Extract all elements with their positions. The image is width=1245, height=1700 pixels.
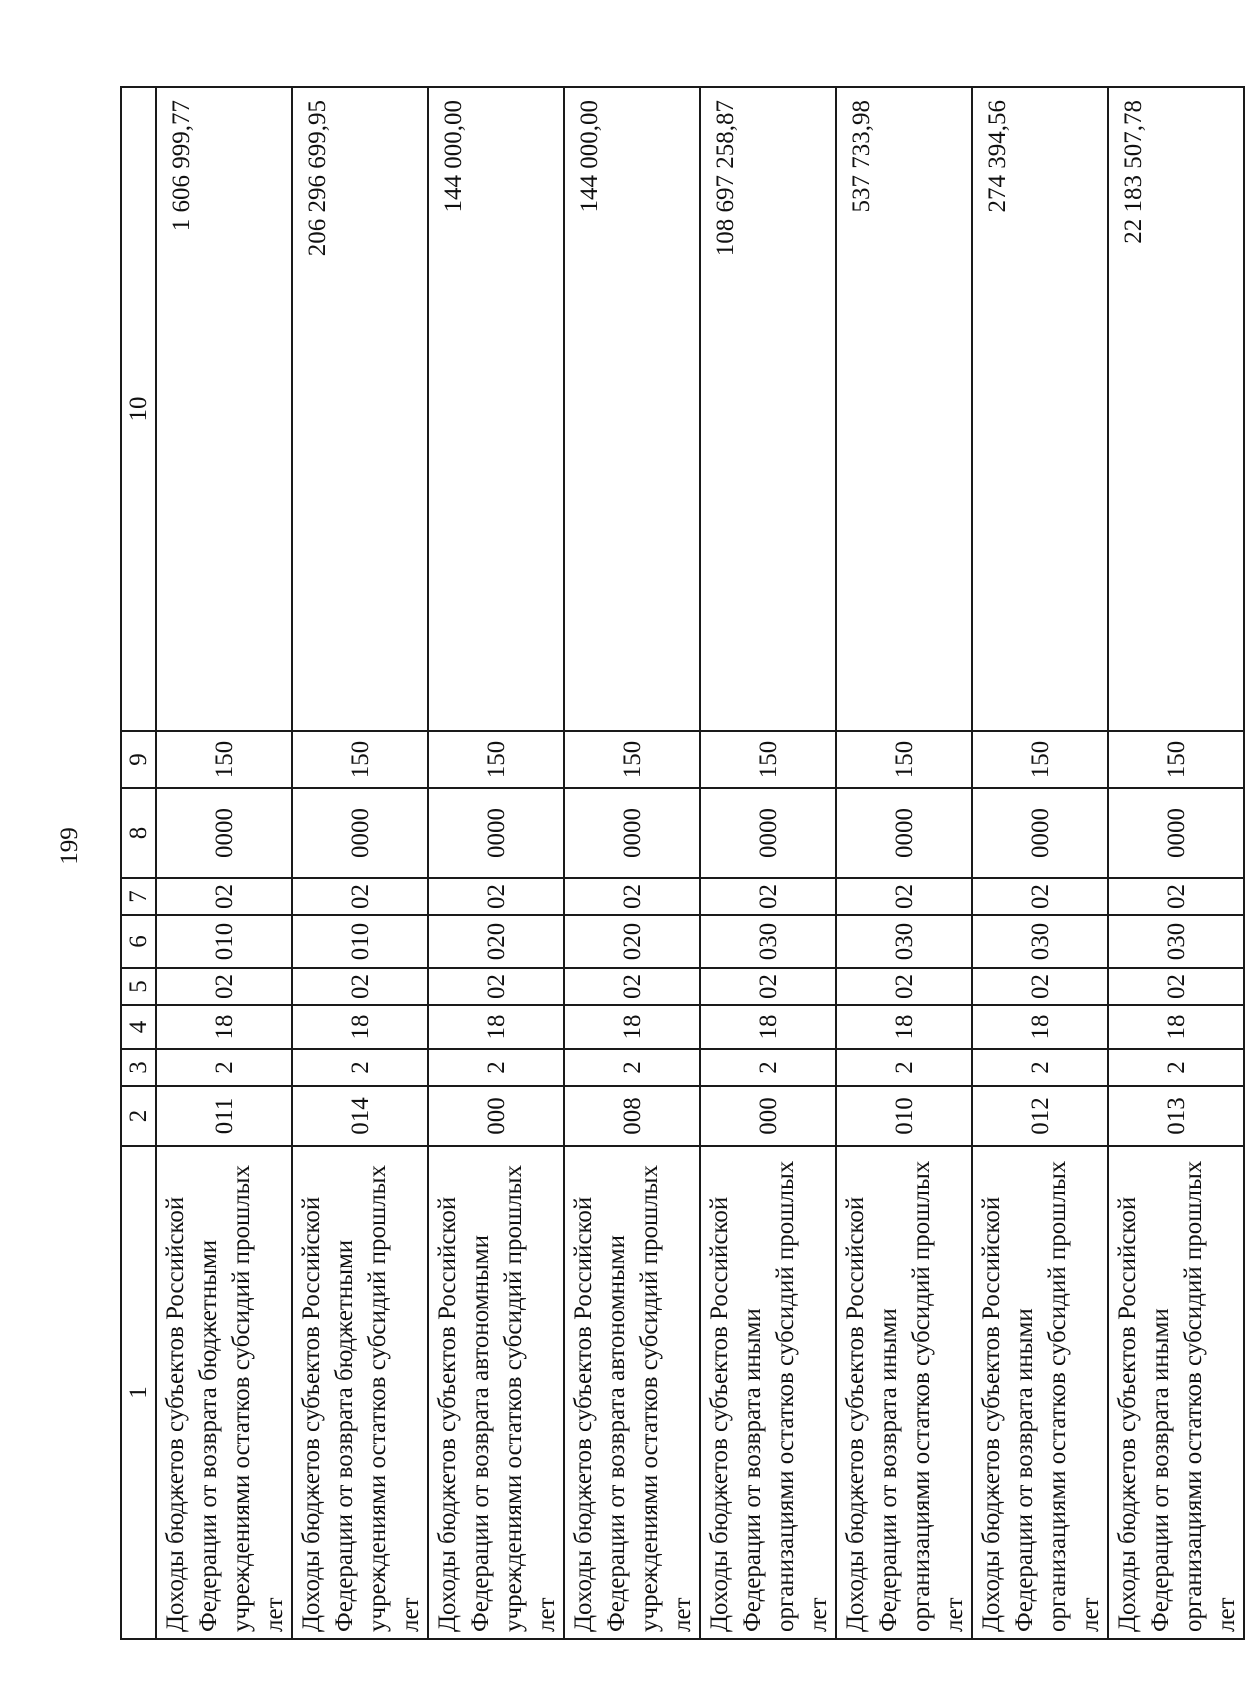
code-cell: 000 <box>700 1086 836 1146</box>
description-cell: Доходы бюджетов субъектов Российской Федерации от возврата иными организациями остатков субсидий прошлых лет <box>972 1146 1108 1639</box>
code-cell: 18 <box>428 1005 564 1049</box>
header-cell: 5 <box>121 968 156 1005</box>
code-cell: 2 <box>428 1049 564 1086</box>
table-row <box>428 87 564 1639</box>
code-cell: 02 <box>1108 968 1244 1005</box>
code-cell: 02 <box>972 878 1108 915</box>
code-cell: 0000 <box>700 788 836 878</box>
table-row <box>836 87 972 1639</box>
code-cell: 0000 <box>156 788 292 878</box>
table-header-row <box>121 87 156 1639</box>
code-cell: 013 <box>1108 1086 1244 1146</box>
amount-cell: 537 733,98 <box>836 87 972 731</box>
table-row <box>564 87 700 1639</box>
code-cell: 18 <box>292 1005 428 1049</box>
code-cell: 18 <box>1108 1005 1244 1049</box>
amount-cell: 144 000,00 <box>428 87 564 731</box>
header-cell: 7 <box>121 878 156 915</box>
table-row <box>156 87 292 1639</box>
code-cell: 02 <box>700 878 836 915</box>
code-cell: 030 <box>836 915 972 968</box>
header-cell: 9 <box>121 731 156 788</box>
code-cell: 18 <box>700 1005 836 1049</box>
header-cell: 3 <box>121 1049 156 1086</box>
code-cell: 0000 <box>292 788 428 878</box>
code-cell: 150 <box>564 731 700 788</box>
header-cell: 8 <box>121 788 156 878</box>
code-cell: 2 <box>700 1049 836 1086</box>
code-cell: 150 <box>428 731 564 788</box>
header-cell: 1 <box>121 1146 156 1639</box>
code-cell: 0000 <box>564 788 700 878</box>
code-cell: 0000 <box>428 788 564 878</box>
code-cell: 020 <box>564 915 700 968</box>
amount-cell: 1 606 999,77 <box>156 87 292 731</box>
code-cell: 18 <box>564 1005 700 1049</box>
code-cell: 0000 <box>836 788 972 878</box>
code-cell: 2 <box>292 1049 428 1086</box>
code-cell: 02 <box>836 878 972 915</box>
code-cell: 010 <box>156 915 292 968</box>
code-cell: 02 <box>428 968 564 1005</box>
code-cell: 010 <box>292 915 428 968</box>
code-cell: 020 <box>428 915 564 968</box>
amount-cell: 206 296 699,95 <box>292 87 428 731</box>
rotated-page-content <box>120 88 1240 1640</box>
code-cell: 2 <box>836 1049 972 1086</box>
header-cell: 2 <box>121 1086 156 1146</box>
code-cell: 2 <box>972 1049 1108 1086</box>
code-cell: 2 <box>156 1049 292 1086</box>
code-cell: 014 <box>292 1086 428 1146</box>
code-cell: 150 <box>156 731 292 788</box>
code-cell: 030 <box>972 915 1108 968</box>
code-cell: 150 <box>836 731 972 788</box>
table-row <box>700 87 836 1639</box>
code-cell: 011 <box>156 1086 292 1146</box>
amount-cell: 144 000,00 <box>564 87 700 731</box>
code-cell: 012 <box>972 1086 1108 1146</box>
code-cell: 008 <box>564 1086 700 1146</box>
header-cell: 4 <box>121 1005 156 1049</box>
table-row <box>1108 87 1244 1639</box>
header-cell: 10 <box>121 87 156 731</box>
code-cell: 02 <box>292 878 428 915</box>
code-cell: 0000 <box>972 788 1108 878</box>
description-cell: Доходы бюджетов субъектов Российской Федерации от возврата иными организациями остатков субсидий прошлых лет <box>1108 1146 1244 1639</box>
code-cell: 02 <box>564 878 700 915</box>
code-cell: 010 <box>836 1086 972 1146</box>
code-cell: 18 <box>972 1005 1108 1049</box>
code-cell: 02 <box>292 968 428 1005</box>
code-cell: 02 <box>1108 878 1244 915</box>
code-cell: 02 <box>836 968 972 1005</box>
code-cell: 02 <box>156 878 292 915</box>
code-cell: 18 <box>156 1005 292 1049</box>
page-number: 199 <box>56 827 83 865</box>
code-cell: 02 <box>564 968 700 1005</box>
code-cell: 0000 <box>1108 788 1244 878</box>
table-row <box>292 87 428 1639</box>
code-cell: 02 <box>428 878 564 915</box>
code-cell: 150 <box>700 731 836 788</box>
code-cell: 2 <box>564 1049 700 1086</box>
code-cell: 02 <box>972 968 1108 1005</box>
code-cell: 2 <box>1108 1049 1244 1086</box>
description-cell: Доходы бюджетов субъектов Российской Федерации от возврата иными организациями остатков субсидий прошлых лет <box>836 1146 972 1639</box>
code-cell: 02 <box>700 968 836 1005</box>
budget-revenue-table <box>120 86 1245 1640</box>
description-cell: Доходы бюджетов субъектов Российской Федерации от возврата иными организациями остатков субсидий прошлых лет <box>700 1146 836 1639</box>
amount-cell: 22 183 507,78 <box>1108 87 1244 731</box>
header-cell: 6 <box>121 915 156 968</box>
table-row <box>972 87 1108 1639</box>
code-cell: 030 <box>700 915 836 968</box>
amount-cell: 274 394,56 <box>972 87 1108 731</box>
code-cell: 150 <box>972 731 1108 788</box>
code-cell: 02 <box>156 968 292 1005</box>
code-cell: 000 <box>428 1086 564 1146</box>
code-cell: 030 <box>1108 915 1244 968</box>
amount-cell: 108 697 258,87 <box>700 87 836 731</box>
code-cell: 150 <box>1108 731 1244 788</box>
description-cell: Доходы бюджетов субъектов Российской Федерации от возврата бюджетными учреждениями остатков субсидий прошлых лет <box>292 1146 428 1639</box>
code-cell: 150 <box>292 731 428 788</box>
description-cell: Доходы бюджетов субъектов Российской Федерации от возврата бюджетными учреждениями остатков субсидий прошлых лет <box>156 1146 292 1639</box>
description-cell: Доходы бюджетов субъектов Российской Федерации от возврата автономными учреждениями остатков субсидий прошлых лет <box>564 1146 700 1639</box>
description-cell: Доходы бюджетов субъектов Российской Федерации от возврата автономными учреждениями остатков субсидий прошлых лет <box>428 1146 564 1639</box>
code-cell: 18 <box>836 1005 972 1049</box>
